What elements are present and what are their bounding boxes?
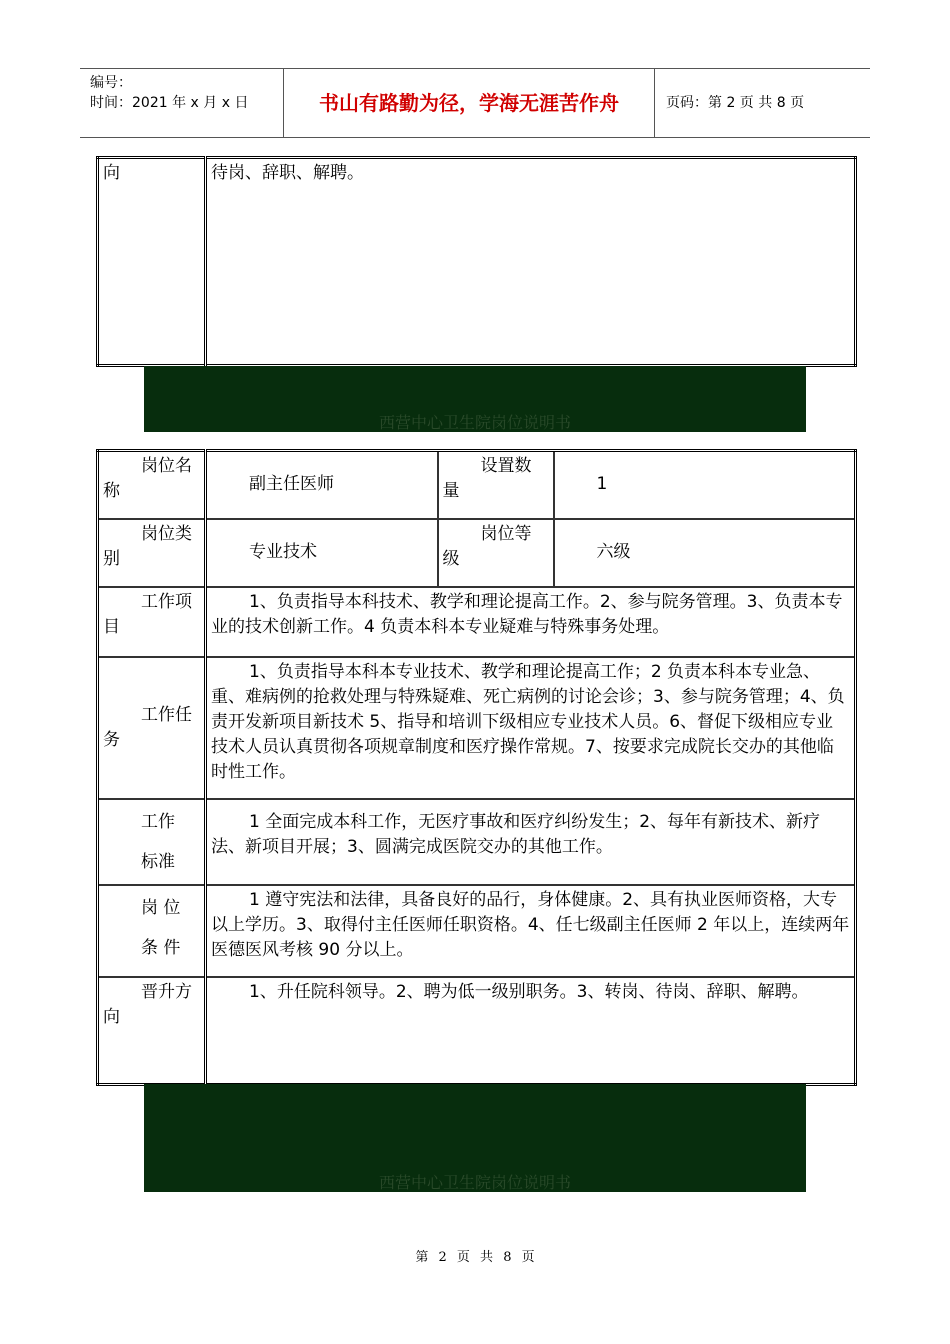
table-row — [98, 657, 856, 799]
conditions-text: 1 遵守宪法和法律，具备良好的品行，身体健康。2、具有执业医师资格，大专以上学历。3、取得付主任医师任职资格。4、任七级副主任医师 2 年以上，连续两年医德医风考核 90 分以上。 — [206, 885, 856, 977]
count-value: 1 — [554, 451, 856, 519]
items-label: 工作项 目 — [98, 587, 206, 657]
name-value: 副主任医师 — [206, 451, 438, 519]
table-row — [98, 977, 856, 1085]
table-row — [98, 587, 856, 657]
table-row — [98, 519, 856, 587]
promotion-text: 1、升任院科领导。2、聘为低一级别职务。3、转岗、待岗、辞职、解聘。 — [206, 977, 856, 1085]
tasks-text: 1、负责指导本科本专业技术、教学和理论提高工作；2 负责本科本专业急、重、难病例的抢救处理与特殊疑难、死亡病例的讨论会诊；3、参与院务管理；4、负责开发新项目新技术 5、指导和培训下级相应专业技术人员。6、督促下级相应专业技术人员认真贯彻各项规章制度和医疗操作常规。7、按要求完成院长交办的其他临时性工作。 — [206, 657, 856, 799]
table-row — [98, 799, 856, 885]
promotion-label: 晋升方 向 — [98, 977, 206, 1085]
header-motto: 书山有路勤为径，学海无涯苦作舟 — [319, 91, 619, 115]
previous-table — [96, 156, 857, 367]
count-label: 设置数 量 — [438, 451, 554, 519]
section-banner — [144, 1084, 806, 1192]
header-page-number: 页码：第 2 页 共 8 页 — [666, 95, 805, 111]
category-value: 专业技术 — [206, 519, 438, 587]
date-label: 时间：2021 年 x 月 x 日 — [90, 95, 249, 111]
page-header — [80, 68, 870, 138]
header-meta — [90, 73, 248, 113]
header-divider — [654, 69, 655, 137]
name-label: 岗位名 称 — [98, 451, 206, 519]
items-text: 1、负责指导本科技术、教学和理论提高工作。2、参与院务管理。3、负责本专业的技术创新工作。4 负责本科本专业疑难与特殊事务处理。 — [206, 587, 856, 657]
standard-text: 1 全面完成本科工作，无医疗事故和医疗纠纷发生；2、每年有新技术、新疗法、新项目开展；3、圆满完成医院交办的其他工作。 — [206, 799, 856, 885]
conditions-label: 岗 位 条 件 — [98, 885, 206, 977]
table-row — [98, 451, 856, 519]
grade-label: 岗位等 级 — [438, 519, 554, 587]
standard-label: 工作 标准 — [98, 799, 206, 885]
page-footer: 第 2 页 共 8 页 — [415, 1250, 535, 1265]
section-banner — [144, 366, 806, 432]
previous-label: 向 — [98, 158, 206, 366]
category-label: 岗位类 别 — [98, 519, 206, 587]
banner-title: 西营中心卫生院岗位说明书 — [378, 413, 571, 432]
table-row — [98, 885, 856, 977]
banner-title: 西营中心卫生院岗位说明书 — [378, 1173, 571, 1192]
tasks-label: 工作任 务 — [98, 657, 206, 799]
grade-value: 六级 — [554, 519, 856, 587]
number-label: 编号： — [90, 75, 132, 91]
job-table — [96, 449, 857, 1086]
previous-content: 待岗、辞职、解聘。 — [206, 158, 856, 366]
